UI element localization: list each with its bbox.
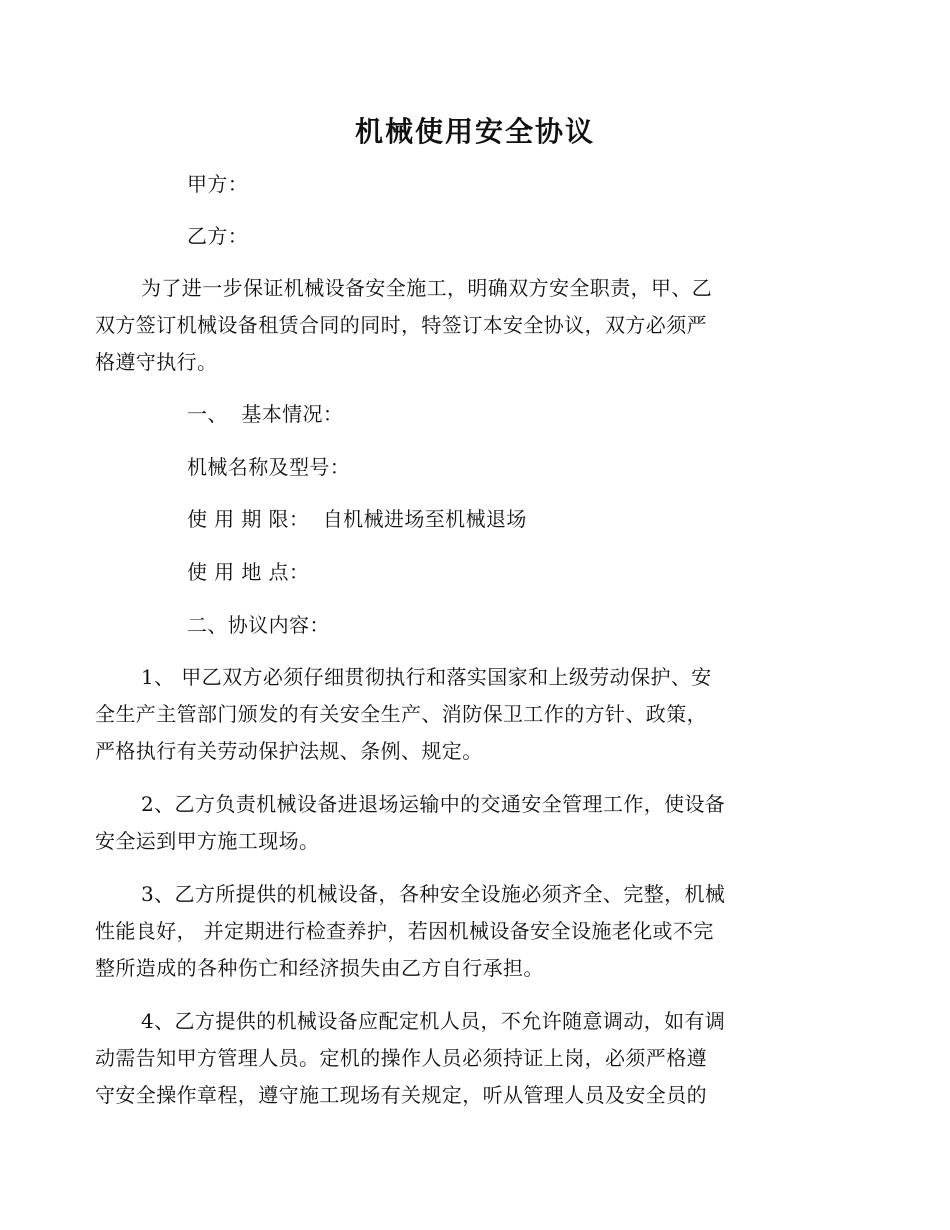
clause-1-paragraph (95, 659, 805, 770)
intro-line-3: 格遵守执行。 (95, 350, 218, 374)
clause-2-line-1: 2、乙方负责机械设备进退场运输中的交通安全管理工作，使设备 (141, 792, 726, 816)
clause-2-paragraph (95, 786, 805, 860)
clause-3-line-2: 性能良好， 并定期进行检查养护，若因机械设备安全设施老化或不完 (95, 919, 714, 943)
clause-3-line-1: 3、乙方所提供的机械设备，各种安全设施必须齐全、完整，机械 (141, 882, 726, 906)
clause-4-line-3: 守安全操作章程，遵守施工现场有关规定，听从管理人员及安全员的 (95, 1083, 707, 1107)
intro-line-2: 双方签订机械设备租赁合同的同时，特签订本安全协议，双方必须严 (95, 313, 707, 337)
clause-1-line-3: 严格执行有关劳动保护法规、条例、规定。 (95, 739, 483, 763)
document-title: 机械使用安全协议 (354, 115, 595, 148)
clause-2-line-2: 安全运到甲方施工现场。 (95, 829, 320, 853)
intro-paragraph (95, 270, 805, 381)
clause-3-paragraph (95, 876, 805, 987)
usage-period-line: 使 用 期 限： 自机械进场至机械退场 (187, 507, 527, 531)
party-a-line: 甲方： (187, 172, 249, 196)
party-b-line: 乙方： (187, 224, 249, 248)
clause-1-line-2: 全生产主管部门颁发的有关安全生产、消防保卫工作的方针、政策， (95, 702, 707, 726)
clause-4-line-1: 4、乙方提供的机械设备应配定机人员，不允许随意调动，如有调 (141, 1009, 726, 1033)
clause-1-line-1: 1、 甲乙双方必须仔细贯彻执行和落实国家和上级劳动保护、安 (141, 665, 712, 689)
usage-location-line: 使 用 地 点： (187, 560, 310, 584)
section-2-heading: 二、协议内容： (187, 613, 330, 637)
clause-3-line-3: 整所造成的各种伤亡和经济损失由乙方自行承担。 (95, 956, 544, 980)
machine-name-line: 机械名称及型号： (187, 455, 351, 479)
section-1-heading: 一、 基本情况： (187, 402, 344, 426)
intro-line-1: 为了进一步保证机械设备安全施工，明确双方安全职责，甲、乙 (141, 276, 713, 300)
clause-4-paragraph (95, 1003, 805, 1114)
clause-4-line-2: 动需告知甲方管理人员。定机的操作人员必须持证上岗，必须严格遵 (95, 1046, 707, 1070)
